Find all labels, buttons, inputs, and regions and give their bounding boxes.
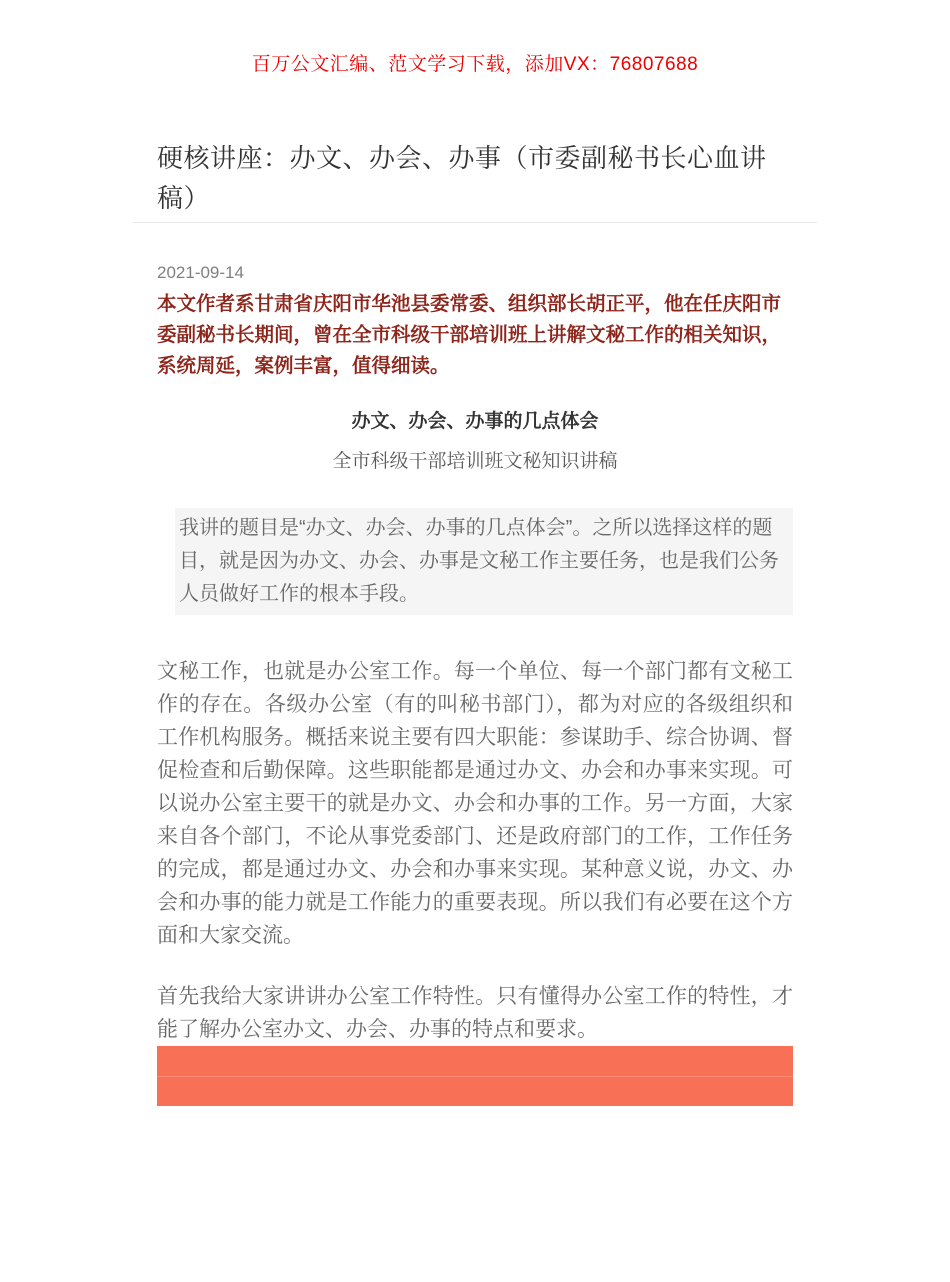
- article-subheading: 全市科级干部培训班文秘知识讲稿: [332, 451, 618, 472]
- body-paragraph-2: 首先我给大家讲讲办公室工作特性。只有懂得办公室工作的特性，才能了解办公室办文、办会、办事的特点和要求。: [157, 985, 793, 1041]
- title-divider: [133, 222, 817, 223]
- article-date: 2021-09-14: [157, 263, 244, 282]
- redacted-content-block: [157, 1046, 793, 1106]
- promo-banner: 百万公文汇编、范文学习下载，添加VX：76807688: [251, 54, 699, 75]
- page-title: 硬核讲座：办文、办会、办事（市委副秘书长心血讲稿）: [157, 143, 767, 213]
- author-note: 本文作者系甘肃省庆阳市华池县委常委、组织部长胡正平，他在任庆阳市委副秘书长期间，曾在全市科级干部培训班上讲解文秘工作的相关知识，系统周延，案例丰富，值得细读。: [157, 293, 782, 377]
- article-container: [133, 138, 817, 1106]
- quote-block: 我讲的题目是“办文、办会、办事的几点体会”。之所以选择这样的题目，就是因为办文、办会、办事是文秘工作主要任务，也是我们公务人员做好工作的根本手段。: [175, 508, 793, 615]
- body-paragraph-1: 文秘工作，也就是办公室工作。每一个单位、每一个部门都有文秘工作的存在。各级办公室（有的叫秘书部门），都为对应的各级组织和工作机构服务。概括来说主要有四大职能：参谋助手、综合协调、督促检查和后勤保障。这些职能都是通过办文、办会和办事来实现。可以说办公室主要干的就是办文、办会和办事的工作。另一方面，大家来自各个部门，不论从事党委部门、还是政府部门的工作，工作任务的完成，都是通过办文、办会和办事来实现。某种意义说，办文、办会和办事的能力就是工作能力的重要表现。所以我们有必要在这个方面和大家交流。: [157, 660, 793, 947]
- article-heading: 办文、办会、办事的几点体会: [351, 411, 599, 432]
